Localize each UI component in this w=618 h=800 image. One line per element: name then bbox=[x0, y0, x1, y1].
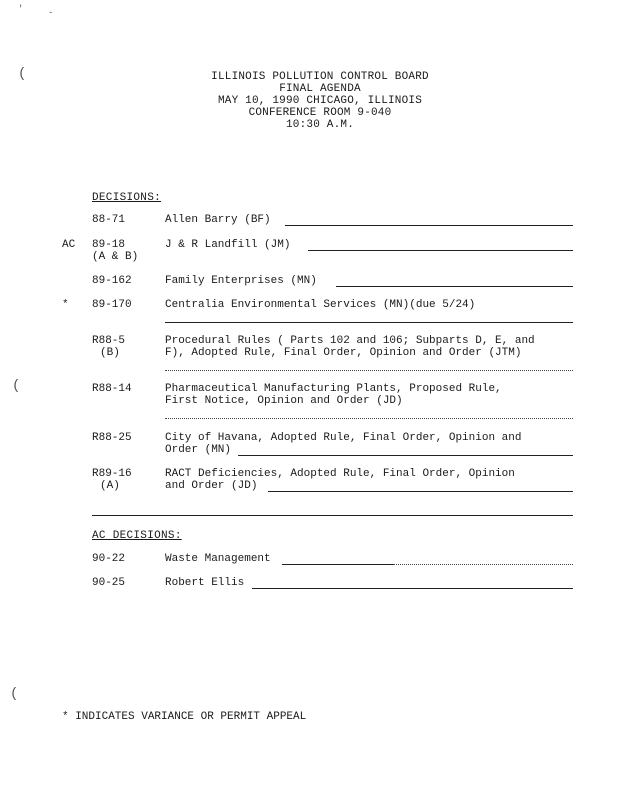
header-room: CONFERENCE ROOM 9-040 bbox=[248, 107, 392, 119]
blank-line bbox=[336, 286, 573, 287]
docket-sub: (B) bbox=[100, 347, 120, 359]
footnote: * INDICATES VARIANCE OR PERMIT APPEAL bbox=[62, 711, 307, 723]
header-org: ILLINOIS POLLUTION CONTROL BOARD bbox=[211, 71, 429, 83]
docket-sub: (A) bbox=[100, 480, 120, 492]
blank-line bbox=[308, 250, 573, 251]
blank-line bbox=[165, 418, 573, 419]
hole-punch-mark: ( bbox=[18, 66, 27, 82]
blank-line bbox=[282, 564, 393, 565]
docket-number: 90-22 bbox=[92, 553, 126, 565]
blank-line bbox=[238, 455, 573, 456]
case-text: Procedural Rules ( Parts 102 and 106; Subparts D, E, and bbox=[165, 335, 535, 347]
docket-number: 89-18 bbox=[92, 239, 126, 251]
docket-number: R88-25 bbox=[92, 432, 132, 444]
case-text: Pharmaceutical Manufacturing Plants, Proposed Rule, bbox=[165, 383, 502, 395]
variance-asterisk: * bbox=[62, 299, 69, 311]
case-text: Family Enterprises (MN) bbox=[165, 275, 317, 287]
blank-line bbox=[252, 588, 573, 589]
blank-line bbox=[165, 370, 573, 371]
docket-sub: (A & B) bbox=[92, 251, 139, 263]
hole-punch-mark: ( bbox=[12, 378, 21, 394]
blank-line bbox=[268, 491, 573, 492]
hole-punch-mark: ( bbox=[10, 686, 19, 702]
docket-number: 90-25 bbox=[92, 577, 126, 589]
header-title: FINAL AGENDA bbox=[279, 83, 361, 95]
case-text: J & R Landfill (JM) bbox=[165, 239, 291, 251]
scan-speck: ' bbox=[18, 4, 24, 14]
docket-number: R89-16 bbox=[92, 468, 132, 480]
case-text: Allen Barry (BF) bbox=[165, 214, 271, 226]
case-text: and Order (JD) bbox=[165, 480, 258, 492]
docket-number: 88-71 bbox=[92, 214, 126, 226]
blank-line bbox=[393, 564, 573, 565]
section-title-ac-decisions: AC DECISIONS: bbox=[92, 530, 182, 542]
case-text: City of Havana, Adopted Rule, Final Order, Opinion and bbox=[165, 432, 522, 444]
case-text: Order (MN) bbox=[165, 444, 232, 456]
header-time: 10:30 A.M. bbox=[285, 119, 354, 131]
docket-number: 89-162 bbox=[92, 275, 132, 287]
docket-number: R88-14 bbox=[92, 383, 132, 395]
header-date-location: MAY 10, 1990 CHICAGO, ILLINOIS bbox=[217, 95, 423, 107]
case-text: First Notice, Opinion and Order (JD) bbox=[165, 395, 403, 407]
case-text: Waste Management bbox=[165, 553, 271, 565]
case-text: Centralia Environmental Services (MN)(due 5/24) bbox=[165, 299, 476, 311]
case-text: F), Adopted Rule, Final Order, Opinion and Order (JTM) bbox=[165, 347, 522, 359]
case-text: Robert Ellis bbox=[165, 577, 245, 589]
docket-number: R88-5 bbox=[92, 335, 126, 347]
section-title-decisions: DECISIONS: bbox=[92, 192, 162, 204]
scan-speck: - bbox=[48, 8, 54, 18]
case-text: RACT Deficiencies, Adopted Rule, Final Order, Opinion bbox=[165, 468, 515, 480]
section-divider bbox=[92, 515, 573, 516]
docket-number: 89-170 bbox=[92, 299, 132, 311]
blank-line bbox=[285, 225, 573, 226]
blank-line bbox=[165, 322, 573, 323]
ac-marker: AC bbox=[62, 239, 76, 251]
